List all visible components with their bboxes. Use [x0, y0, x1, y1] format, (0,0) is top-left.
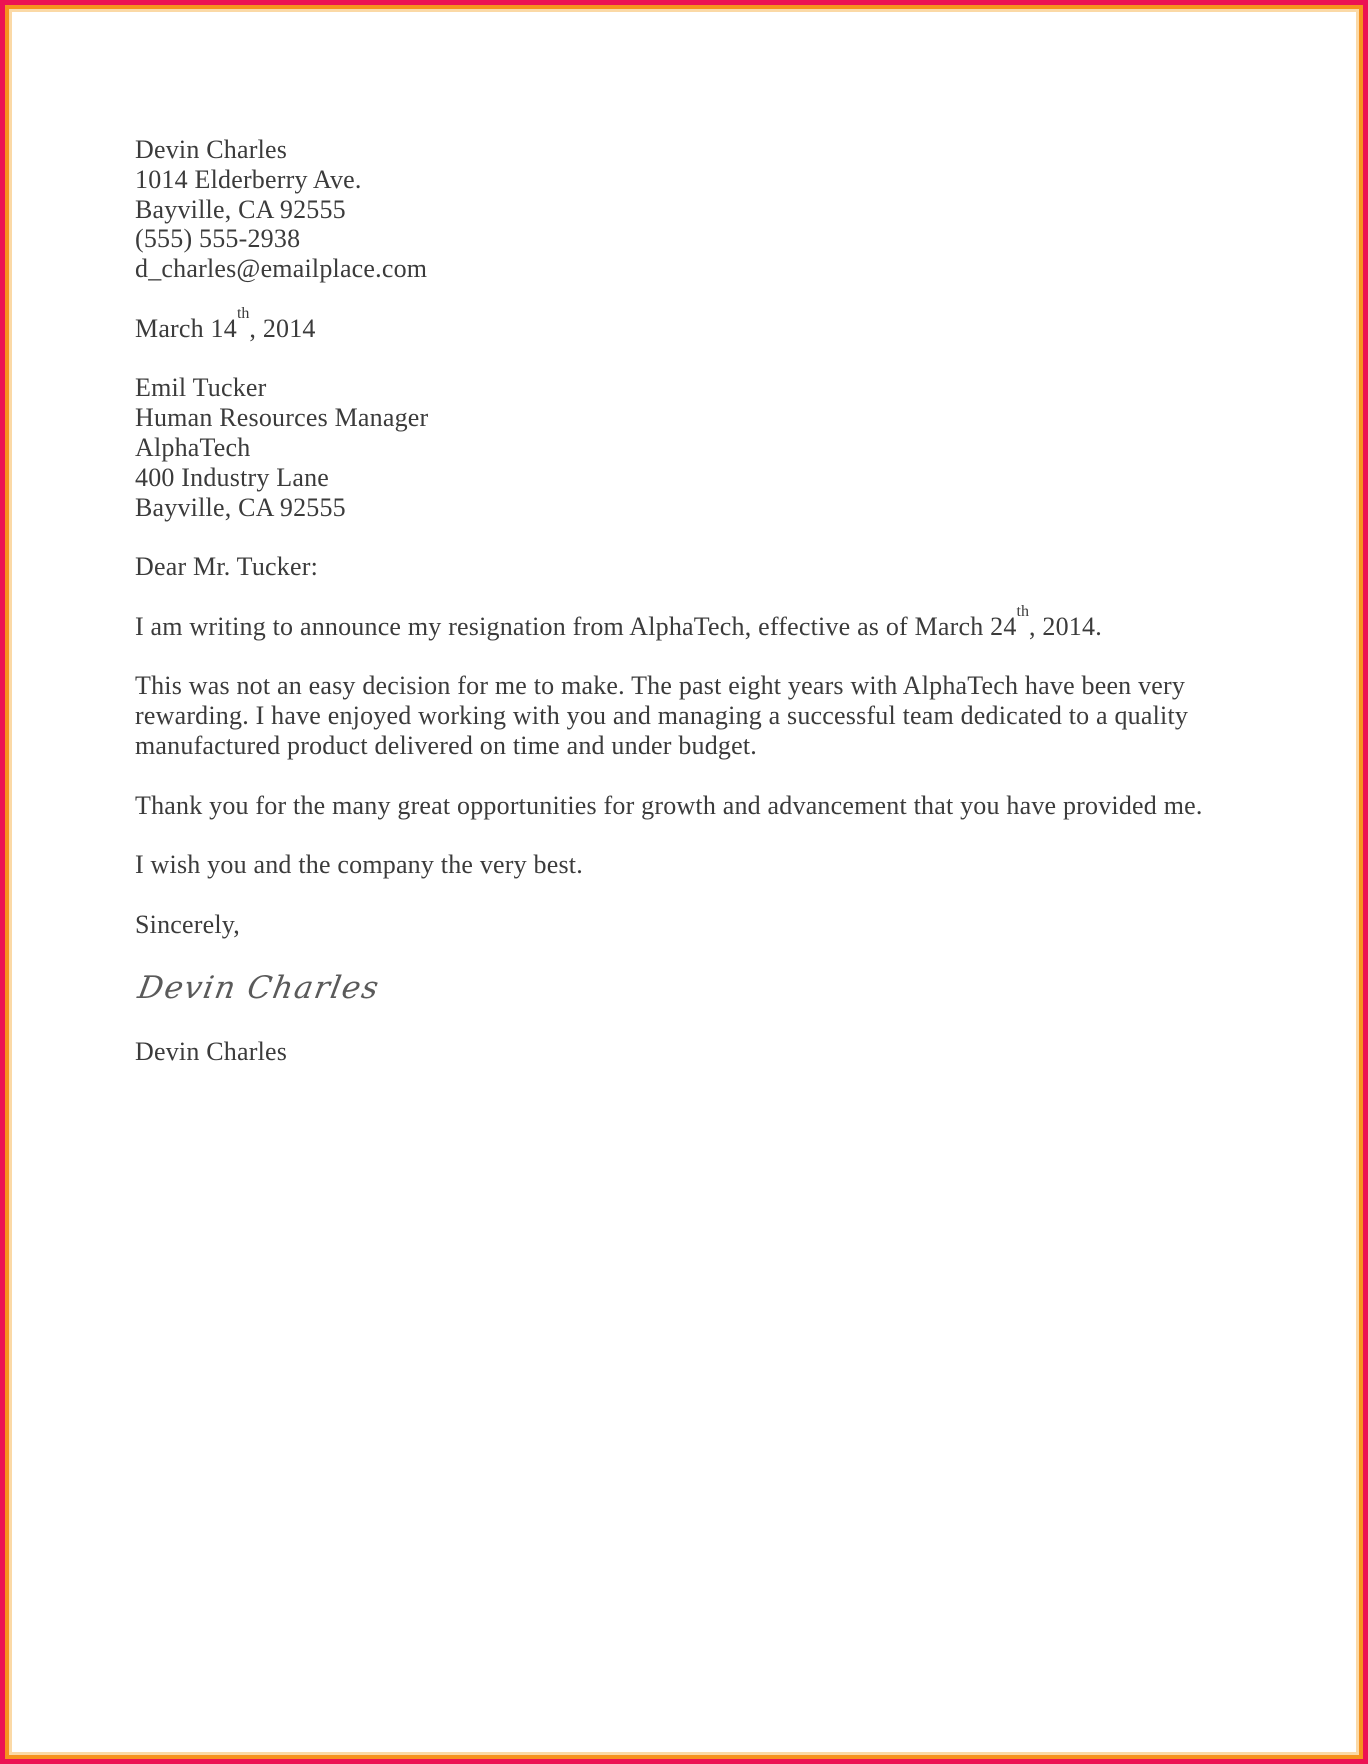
recipient-title: Human Resources Manager	[135, 403, 429, 433]
sender-phone: (555) 555-2938	[135, 224, 301, 254]
recipient-company: AlphaTech	[135, 432, 251, 462]
paragraph-3-line: Thank you for the many great opportunities for growth and advancement that you have provided me.	[135, 790, 1203, 820]
resignation-letter	[12, 12, 1356, 1067]
date-suffix: , 2014	[249, 313, 316, 343]
sender-address-line2: Bayville, CA 92555	[135, 194, 346, 224]
sender-address-line1: 1014 Elderberry Ave.	[135, 164, 362, 194]
valediction	[135, 910, 1316, 940]
date-ordinal: th	[236, 305, 250, 323]
date-line	[135, 305, 1316, 344]
recipient-address-line2: Bayville, CA 92555	[135, 492, 346, 522]
paragraph-1-text-end: , 2014.	[1029, 611, 1102, 641]
paragraph-2-line3: manufactured product delivered on time and under budget.	[135, 730, 757, 760]
date-block	[135, 305, 1316, 344]
date-prefix: March 14	[135, 313, 237, 343]
page-border-middle	[5, 5, 1363, 1759]
sender-block	[135, 135, 1316, 284]
paragraph-2-line1: This was not an easy decision for me to make. The past eight years with AlphaTech have been very	[135, 671, 1186, 701]
sender-email: d_charles@emailplace.com	[135, 254, 428, 284]
recipient-block	[135, 373, 1316, 522]
recipient-address-line1: 400 Industry Lane	[135, 462, 330, 492]
paragraph-4	[135, 850, 1316, 880]
signature-printed-block	[135, 1037, 1316, 1067]
paragraph-1-ordinal: th	[1016, 603, 1029, 621]
recipient-name: Emil Tucker	[135, 373, 267, 403]
salutation-line: Dear Mr. Tucker:	[135, 552, 319, 582]
signature-handwritten: Devin Charles	[135, 970, 383, 1007]
signature-printed-name: Devin Charles	[135, 1037, 288, 1067]
paragraph-3	[135, 791, 1316, 821]
paragraph-2-line2: rewarding. I have enjoyed working with you and managing a successful team dedicated to a quality	[135, 701, 1189, 731]
paragraph-4-line: I wish you and the company the very best.	[135, 850, 583, 880]
valediction-line: Sincerely,	[135, 909, 240, 939]
paragraph-1-text: I am writing to announce my resignation from AlphaTech, effective as of March 24	[135, 611, 1017, 641]
paragraph-1-line	[135, 603, 1316, 642]
sender-name: Devin Charles	[135, 135, 288, 164]
paragraph-1	[135, 603, 1316, 642]
page-border-inner	[9, 9, 1359, 1755]
paragraph-2	[135, 671, 1316, 760]
salutation	[135, 552, 1316, 582]
